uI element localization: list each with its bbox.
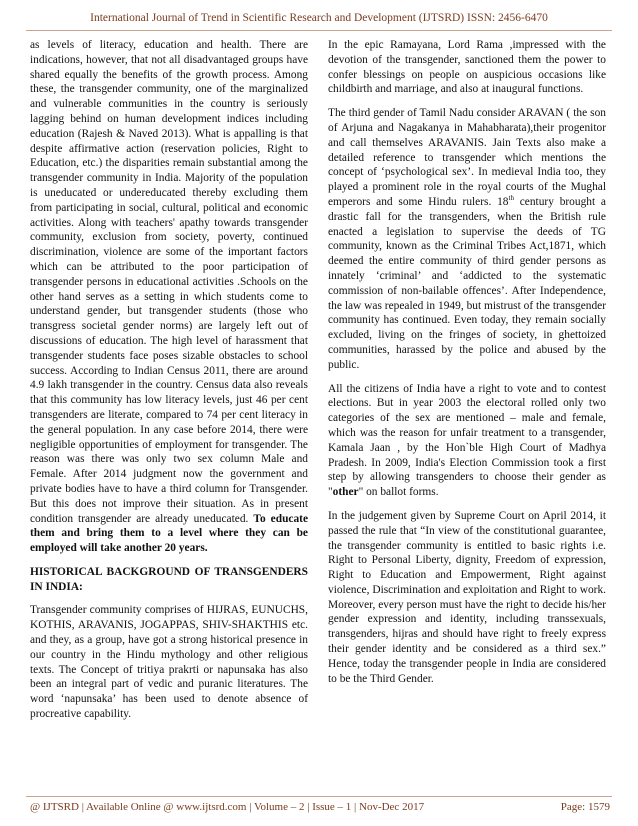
journal-header: International Journal of Trend in Scientific Research and Development (IJTSRD) ISSN: 2456-6470 bbox=[90, 12, 548, 24]
header-divider bbox=[26, 30, 612, 31]
paragraph-text: as levels of literacy, education and health. There are indications, however, that not all disadvantaged groups have shared equally the benefits of the growth process. Among these, the transgender community, one of the marginalized and vulnerable communities in the country is seriously lagging behind on human development indices including education (Rajesh & Naved 2013). What is appalling is that despite affirmative action (reservation policies, Right to Education, etc.) the disparities remain substantial among the transgender community in India. Majority of the population is uneducated or undereducated thereby excluding them from participating in social, cultural, political and economic activities. Along with teachers' apathy towards transgender community, exclusion from society, poverty, continued discrimination, violence are some of the important factors which can be attributed to the poor participation of transgender persons in educational activities .Schools on the other hand serves as a setting in which students come to understand gender, but transgender students (those who transgress societal gender norms) are largely left out of discussions of education. The high level of harassment that transgender students face poses sizable obstacles to school success. According to Indian Census 2011, there are around 4.9 lakh transgender in the country. Census data also reveals that this community has low literacy levels, just 46 per cent transgenders are literate, compared to 74 per cent literacy in the general population. In any case before 2014, there were negligible opportunities of employment for transgender. The reason was there was only two sex column Male and Female. After 2014 judgment now the government and private bodies have to have a third column for Transgender. But this does not improve their situation. As in present condition transgender are already uneducated. bbox=[30, 39, 308, 525]
paragraph-text: All the citizens of India have a right to vote and to contest elections. But in year 2003 the electoral rolled only two categories of the sex are mentioned – male and female, which was the reason for unfair treatment to a transgender, Kamala Jaan , by the Hon`ble High Court of Madhya Pradesh. In 2009, India's Election Commission took a first step by allowing transgenders to choose their gender as " bbox=[328, 382, 606, 499]
paragraph bbox=[328, 382, 606, 500]
bold-word: other bbox=[332, 486, 359, 499]
paragraph-text: " on ballot forms. bbox=[358, 486, 439, 499]
paragraph: In the judgement given by Supreme Court on April 2014, it passed the rule that “In view of the constitutional guarantee, the transgender community is entitled to basic rights i.e. Right to Personal Liberty, dignity, Freedom of expression, Right to Education and Empowerment, Right against violence, Discrimination and exploitation and Right to work. Moreover, every person must have the right to decide his/her gender expression and identity, including transsexuals, transgenders, hijras and should have right to freely express their gender identity and be considered as a third sex.” Hence, today the transgender people in India are considered to be the Third Gender. bbox=[328, 509, 606, 685]
paragraph: Transgender community comprises of HIJRAS, EUNUCHS, KOTHIS, ARAVANIS, JOGAPPAS, SHIV-SHAKTHIS etc. and they, as a group, have got a strong historical presence in our country in the Hindu mythology and other religious texts. The Concept of tritiya prakrti or napunsaka has also been an integral part of vedic and puranic literatures. The word ‘napunsaka’ has been used to denote absence of procreative capability. bbox=[30, 604, 308, 721]
bold-statement: To educate them and bring them to a level where they can be employed will take another 20 years. bbox=[30, 512, 308, 555]
right-column bbox=[328, 38, 606, 695]
paragraph-text: century brought a drastic fall for the transgenders, when the British rule enacted a legislation to supervise the deeds of TG community, known as the Criminal Tribes Act,1871, which deemed the entire community of third gender persons as innately ‘criminal’ and ‘addicted to the systematic commission of non-bailable offences’. After Independence, the law was repealed in 1949, but mistrust of the transgender community has continued. Even today, they remain socially excluded, living on the fringes of society, in ghettoized communities, harassed by the police and abused by the public. bbox=[328, 195, 606, 371]
paragraph bbox=[30, 38, 308, 556]
left-column bbox=[30, 38, 308, 731]
footer-info: @ IJTSRD | Available Online @ www.ijtsrd.com | Volume – 2 | Issue – 1 | Nov-Dec 2017 bbox=[30, 801, 425, 813]
section-heading: HISTORICAL BACKGROUND OF TRANSGENDERS IN INDIA: bbox=[30, 565, 308, 593]
paragraph bbox=[328, 106, 606, 372]
superscript: th bbox=[508, 194, 514, 203]
page-footer bbox=[30, 801, 610, 813]
paragraph-text: The third gender of Tamil Nadu consider ARAVAN ( the son of Arjuna and Nagakanya in Mahabharata),their progenitor and call themselves ARAVANIS. Jain Texts also make a detailed reference to transgender which mentions the concept of ‘psychological sex’. In medieval India too, they played a prominent role in the royal courts of the Mughal emperors and some Hindu rulers. 18 bbox=[328, 107, 606, 208]
page-number: Page: 1579 bbox=[560, 801, 610, 813]
footer-divider bbox=[26, 796, 612, 797]
paragraph: In the epic Ramayana, Lord Rama ,impressed with the devotion of the transgender, sanctioned them the power to confer blessings on people on auspicious occasions like childbirth and marriage, and also at inaugural functions. bbox=[328, 39, 606, 96]
